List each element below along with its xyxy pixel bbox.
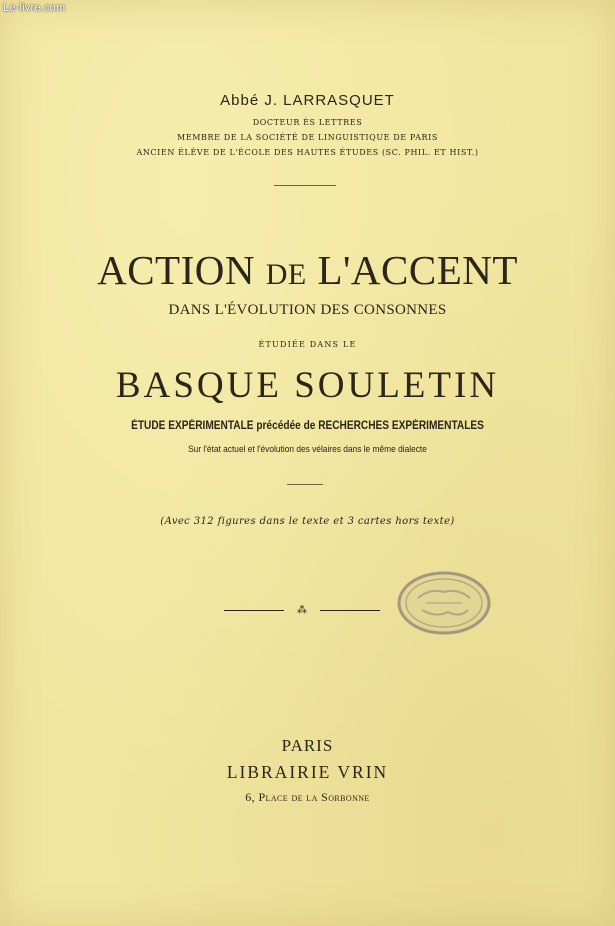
subtitle-line-2: Sur l'état actuel et l'évolution des vélaires dans le même dialecte — [188, 444, 427, 455]
author-credential: DOCTEUR ÈS LETTRES — [252, 118, 363, 127]
title-line-2: DANS L'ÉVOLUTION DES CONSONNES — [168, 302, 447, 318]
ornament-glyph: ⁂ — [297, 605, 307, 616]
publisher-city: PARIS — [281, 736, 334, 755]
main-title — [0, 246, 615, 294]
divider — [274, 185, 336, 186]
library-stamp-icon — [396, 570, 492, 636]
watermark: Le-livre.com — [3, 2, 66, 14]
ornament-bar-left — [224, 610, 284, 611]
divider — [287, 484, 323, 485]
publisher-name: LIBRAIRIE VRIN — [226, 762, 389, 782]
main-title-part: ACTION — [97, 247, 266, 293]
author-credential: ANCIEN ÉLÈVE DE L'ÉCOLE DES HAUTES ÉTUDES (SC. PHIL. ET HIST.) — [136, 148, 479, 157]
author-credential: MEMBRE DE LA SOCIÉTÉ DE LINGUISTIQUE DE PARIS — [177, 133, 438, 142]
main-title-part: DE — [265, 258, 307, 291]
ornament-bar-right — [320, 610, 380, 611]
author-name: Abbé J. LARRASQUET — [220, 92, 395, 109]
main-title-part: L'ACCENT — [306, 247, 518, 293]
title-line-4: BASQUE SOULETIN — [115, 365, 500, 406]
title-line-3: ÉTUDIÉE DANS LE — [258, 340, 357, 349]
subtitle-line-1: ÉTUDE EXPÉRIMENTALE précédée de RECHERCHES EXPÉRIMENTALES — [131, 420, 484, 432]
publisher-address: 6, Place de la Sorbonne — [245, 790, 370, 804]
ornament-divider — [224, 603, 380, 619]
figures-note: (Avec 312 figures dans le texte et 3 cartes hors texte) — [160, 516, 455, 527]
